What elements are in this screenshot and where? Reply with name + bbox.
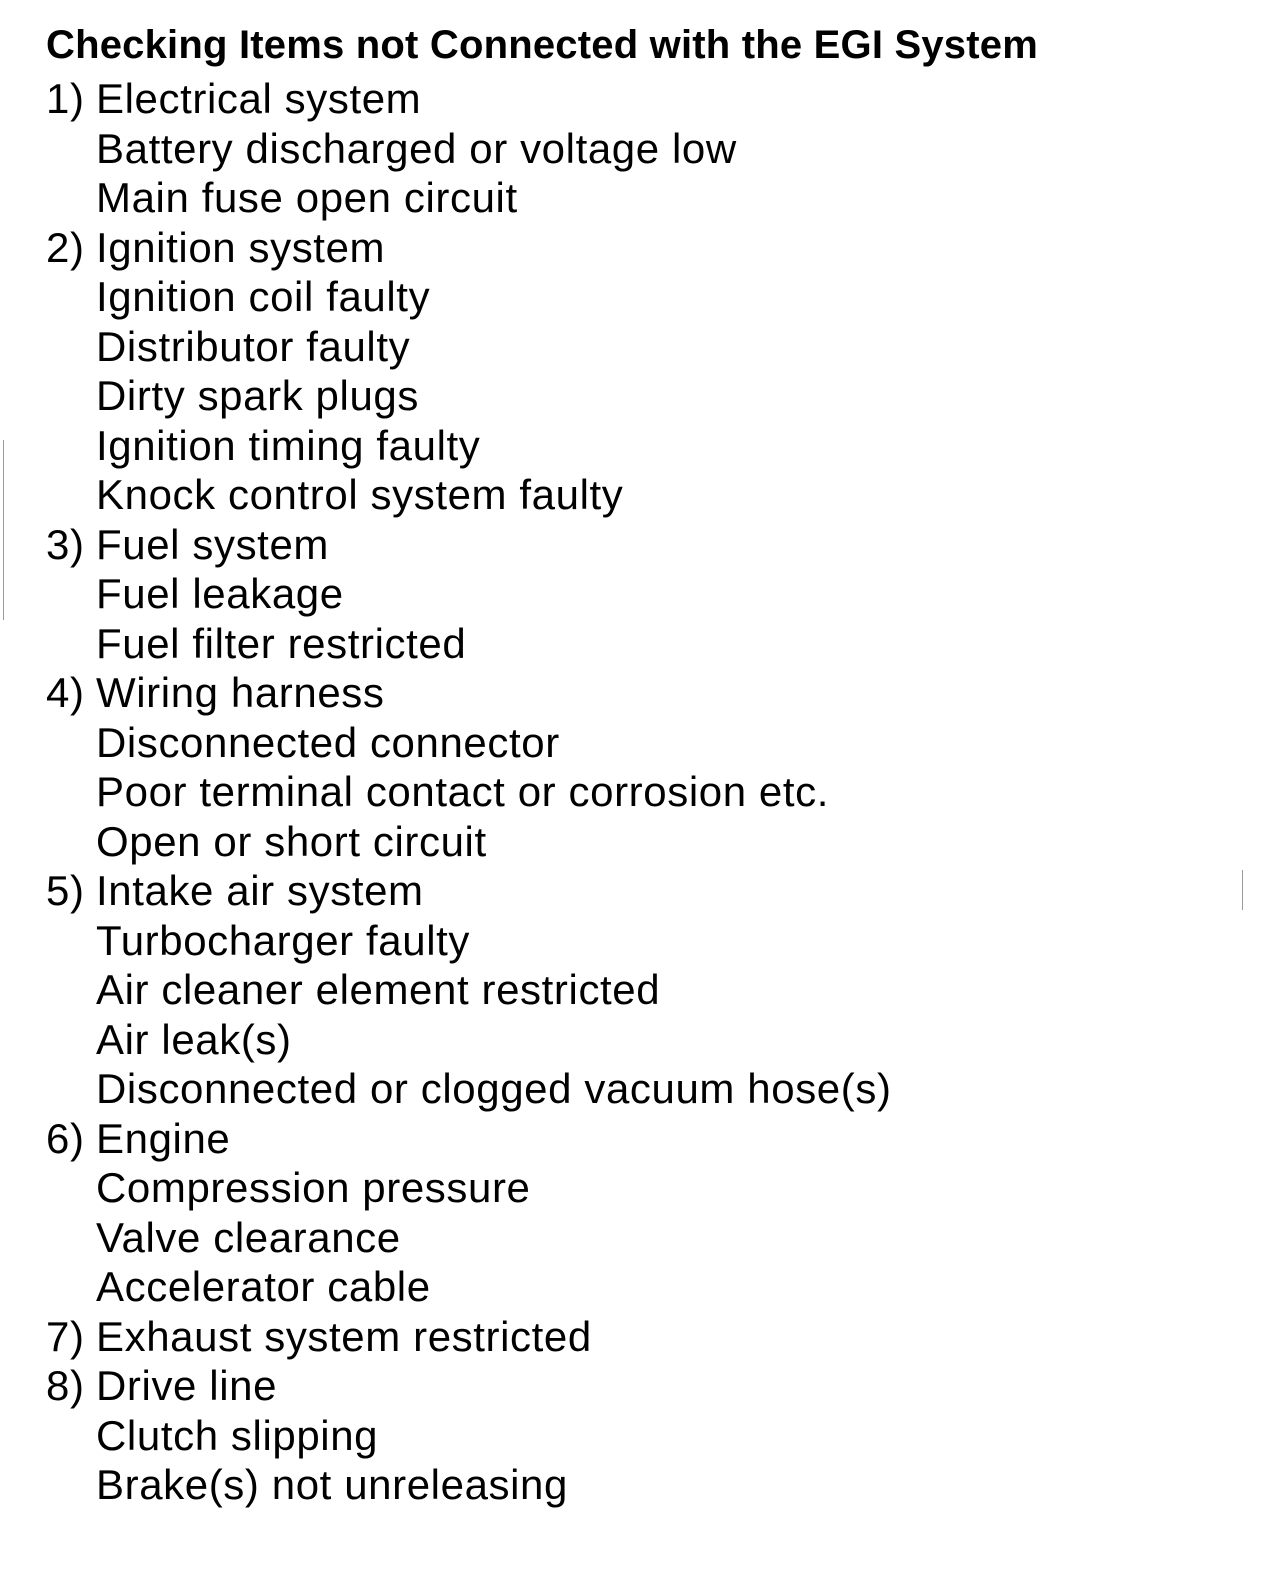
list-item: Main fuse open circuit bbox=[96, 174, 518, 221]
section-intake-air-system bbox=[46, 866, 1236, 1114]
section-number: 7) bbox=[46, 1312, 85, 1360]
list-item: Air leak(s) bbox=[96, 1015, 292, 1063]
section-ignition-system bbox=[46, 223, 1236, 520]
section-number: 2) bbox=[46, 223, 85, 271]
section-label: Wiring harness bbox=[96, 669, 385, 716]
section-fuel-system bbox=[46, 520, 1236, 669]
section-drive-line bbox=[46, 1361, 1236, 1510]
section-label: Drive line bbox=[96, 1362, 278, 1409]
list-item: Accelerator cable bbox=[96, 1263, 431, 1310]
section-heading bbox=[46, 223, 1236, 273]
section-label: Exhaust system restricted bbox=[96, 1312, 592, 1360]
list-item: Open or short circuit bbox=[96, 817, 487, 865]
section-label: Engine bbox=[96, 1114, 231, 1162]
section-electrical-system bbox=[46, 74, 1236, 223]
section-number: 1) bbox=[46, 75, 85, 122]
section-heading bbox=[46, 1114, 1236, 1164]
scan-artifact-left bbox=[3, 440, 4, 620]
section-label: Electrical system bbox=[96, 75, 422, 122]
list-item: Disconnected or clogged vacuum hose(s) bbox=[96, 1065, 892, 1112]
section-number: 8) bbox=[46, 1362, 85, 1409]
section-heading bbox=[46, 520, 1236, 570]
scan-artifact-right bbox=[1242, 870, 1243, 910]
list-item: Compression pressure bbox=[96, 1164, 531, 1211]
list-item: Turbocharger faulty bbox=[96, 916, 471, 964]
section-wiring-harness bbox=[46, 668, 1236, 866]
section-heading bbox=[46, 668, 1236, 718]
list-item: Brake(s) not unreleasing bbox=[96, 1461, 568, 1508]
list-item: Poor terminal contact or corrosion etc. bbox=[96, 768, 830, 815]
section-label: Fuel system bbox=[96, 520, 329, 568]
list-item: Battery discharged or voltage low bbox=[96, 124, 737, 172]
section-exhaust-system bbox=[46, 1312, 1236, 1362]
list-item: Ignition timing faulty bbox=[96, 421, 481, 469]
list-item: Air cleaner element restricted bbox=[96, 966, 661, 1013]
section-number: 6) bbox=[46, 1114, 85, 1162]
section-heading bbox=[46, 1312, 1236, 1362]
section-number: 4) bbox=[46, 669, 85, 716]
section-engine bbox=[46, 1114, 1236, 1312]
list-item: Clutch slipping bbox=[96, 1411, 379, 1459]
list-item: Dirty spark plugs bbox=[96, 372, 419, 419]
section-heading bbox=[46, 866, 1236, 916]
list-item: Distributor faulty bbox=[96, 322, 411, 370]
section-heading bbox=[46, 74, 1236, 124]
list-item: Ignition coil faulty bbox=[96, 273, 431, 320]
list-item: Fuel filter restricted bbox=[96, 619, 467, 667]
list-item: Fuel leakage bbox=[96, 570, 344, 617]
section-label: Ignition system bbox=[96, 223, 386, 271]
section-label: Intake air system bbox=[96, 867, 424, 914]
section-number: 5) bbox=[46, 867, 85, 914]
document bbox=[46, 16, 1236, 1510]
list-item: Valve clearance bbox=[96, 1213, 401, 1261]
list-item: Knock control system faulty bbox=[96, 471, 624, 518]
section-number: 3) bbox=[46, 520, 85, 568]
section-heading bbox=[46, 1361, 1236, 1411]
list-item: Disconnected connector bbox=[96, 718, 560, 766]
document-title: Checking Items not Connected with the EGI System bbox=[46, 23, 1038, 67]
